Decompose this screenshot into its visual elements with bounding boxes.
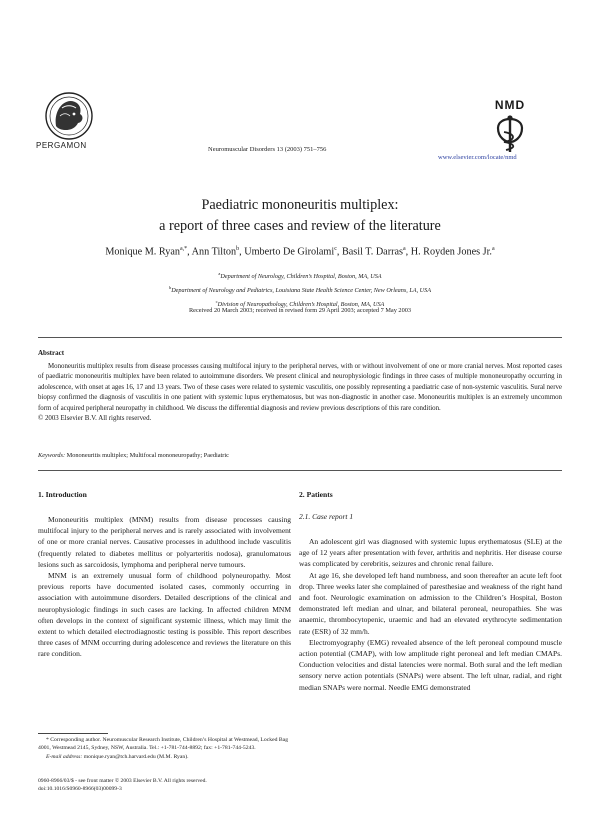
paragraph: An adolescent girl was diagnosed with systemic lupus erythematosus (SLE) at the age of 12 years after presentation with fever, arthritis and nephritis. Her disease course was complicated by cerebritis, seizures and chronic renal failure. — [299, 537, 562, 569]
issn-doi — [38, 777, 207, 794]
author-separator: , — [239, 246, 245, 258]
section-heading-introduction: 1. Introduction — [38, 490, 87, 499]
introduction-body — [38, 514, 291, 660]
issn-line: 0960-8966/03/$ - see front matter © 2003 Elsevier B.V. All rights reserved. — [38, 778, 207, 784]
paragraph: Mononeuritis multiplex (MNM) results from disease processes causing multifocal injury to the peripheral nerves and is rarely associated with involvement of one or more cranial nerves. Causative processes in adulthood include vasculitis (frequently related to diabetes mellitus or polyarteritis nodosa), granulomatous lesions such as sarcoidosis, lymphoma and peripheral nerve tumours. — [38, 515, 291, 569]
nmd-journal-logo — [480, 96, 540, 156]
author-list — [0, 246, 600, 257]
footnote-text: * Corresponding author. Neuromuscular Research Institute, Children’s Hospital at Westmead, Locked Bag 4001, Westmead 2145, Sydney, NSW, Australia. Tel.: +1-781-744-8892; fax: +1-781-744-5243. — [38, 737, 289, 752]
author-affil-mark: b — [236, 246, 240, 252]
affiliation-text: Department of Neurology and Pediatrics, Louisiana State Health Science Center, New Orleans, LA, USA — [171, 287, 432, 295]
affiliation-text: Division of Neuropathology, Children’s Hospital, Boston, MA, USA — [217, 301, 385, 309]
author-separator: , — [336, 246, 342, 258]
paragraph: Electromyography (EMG) revealed absence of the left peroneal compound muscle action potential (CMAP), with low amplitude right peroneal and left median CMAPs. Conduction velocities and distal latencies were normal. Both sural and the left median sensory nerve action potentials (SNAPs) were absent. The left ulnar, radial, and right median SNAPs were normal. Needle EMG demonstrated — [299, 637, 562, 692]
author-affil-mark: a,* — [179, 246, 188, 252]
keywords — [38, 452, 229, 459]
affiliation — [0, 282, 600, 296]
keywords-text: Mononeuritis multiplex; Multifocal mononeuropathy; Paediatric — [66, 452, 229, 459]
author-separator: , — [187, 246, 192, 258]
author: Umberto De Girolami — [244, 246, 335, 258]
paper-title — [0, 195, 600, 237]
author: Basil T. Darras — [341, 246, 403, 258]
footnote-email — [38, 753, 291, 761]
author: Monique M. Ryan — [105, 246, 180, 258]
publisher-name: PERGAMON — [36, 141, 87, 150]
author: H. Royden Jones Jr. — [410, 246, 492, 258]
corresponding-author-footnote — [38, 736, 291, 761]
email-label: E-mail address: — [46, 753, 83, 760]
affiliation-mark: a — [218, 271, 221, 276]
paragraph: At age 16, she developed left hand numbness, and soon thereafter an acute left foot drop. Three weeks later she complained of paresthesiae and weakness of the right hand and foot. Neurologic examination on admission to the Children’s Hospital, Boston demonstrated left median and ulnar, and bilateral peroneal, neuropathies. She was anaemic, thrombocytopenic, uraemic and had an elevated erythrocyte sedimentation rate (ESR) of 32 mm/h. — [299, 570, 562, 636]
author-affil-mark: a — [491, 246, 495, 252]
abstract-heading: Abstract — [38, 349, 65, 357]
journal-url-link[interactable]: www.elsevier.com/locate/nmd — [438, 154, 517, 161]
doi-line: doi:10.1016/S0960-8966(03)00099-3 — [38, 786, 122, 793]
email-address[interactable]: monique.ryan@tch.harvard.edu (M.M. Ryan). — [83, 753, 189, 760]
abstract-copyright: © 2003 Elsevier B.V. All rights reserved. — [38, 415, 152, 423]
author-affil-mark: a — [402, 246, 406, 252]
section-heading-patients: 2. Patients — [299, 490, 333, 499]
divider — [38, 470, 562, 471]
author-affil-mark: c — [334, 246, 337, 252]
case-report-1-body — [299, 536, 562, 693]
journal-citation: Neuromuscular Disorders 13 (2003) 751–756 — [208, 146, 327, 153]
footnote-divider — [38, 733, 108, 734]
title-line-1: Paediatric mononeuritis multiplex: — [201, 197, 399, 213]
author: Ann Tilton — [191, 246, 237, 258]
abstract-text: Mononeuritis multiplex results from disease processes causing multifocal injury to the peripheral nerves, with or without involvement of one or more cranial nerves. Most reported cases of paediatric mononeuritis multiplex have been related to autoimmune disorders. We present clinical and neurophysiologic findings in three cases of multiple mononeuropathy occurring in adolescence, with onset at ages 16, 17 and 13 years. Two of these cases were related to systemic vasculitis, one possibly representing a paediatric case of non-systemic vasculitis. Sural nerve biopsy confirmed the diagnosis of vasculitis in one patient with systemic lupus erythematosus, but was non-diagnostic in another case. Mononeuritis multiplex is an extremely uncommon form of acquired peripheral neuropathy in childhood. We discuss the differential diagnosis and review previous descriptions of this rare condition. — [38, 363, 562, 412]
received-dates: Received 20 March 2003; received in revised form 29 April 2003; accepted 7 May 2003 — [188, 307, 412, 314]
abstract-body — [38, 362, 562, 424]
affiliation — [0, 268, 600, 282]
affiliation-list — [0, 268, 600, 310]
keywords-label: Keywords: — [38, 452, 66, 459]
divider — [38, 337, 562, 338]
subsection-heading-case-1: 2.1. Case report 1 — [299, 512, 354, 521]
paragraph: MNM is an extremely unusual form of childhood polyneuropathy. Most previous reports have documented isolated cases, commonly occurring in association with autoimmune disorders. Detailed descriptions of the clinical and neurophysiologic findings in such cases are lacking. In affected children MNM often develops in the context of significant systemic illness, which may limit the extent to which detailed electrodiagnostic testing is possible. This report describes three cases of MNM occurring during adolescence and reviews the literature on this rare condition. — [38, 571, 291, 659]
author-separator: , — [405, 246, 411, 258]
affiliation-text: Department of Neurology, Children’s Hospital, Boston, MA, USA — [220, 273, 382, 281]
affiliation-mark: c — [215, 299, 218, 305]
title-line-2: a report of three cases and review of the literature — [159, 218, 441, 234]
nmd-logo-text: NMD — [494, 98, 526, 112]
affiliation-mark: b — [168, 285, 172, 291]
